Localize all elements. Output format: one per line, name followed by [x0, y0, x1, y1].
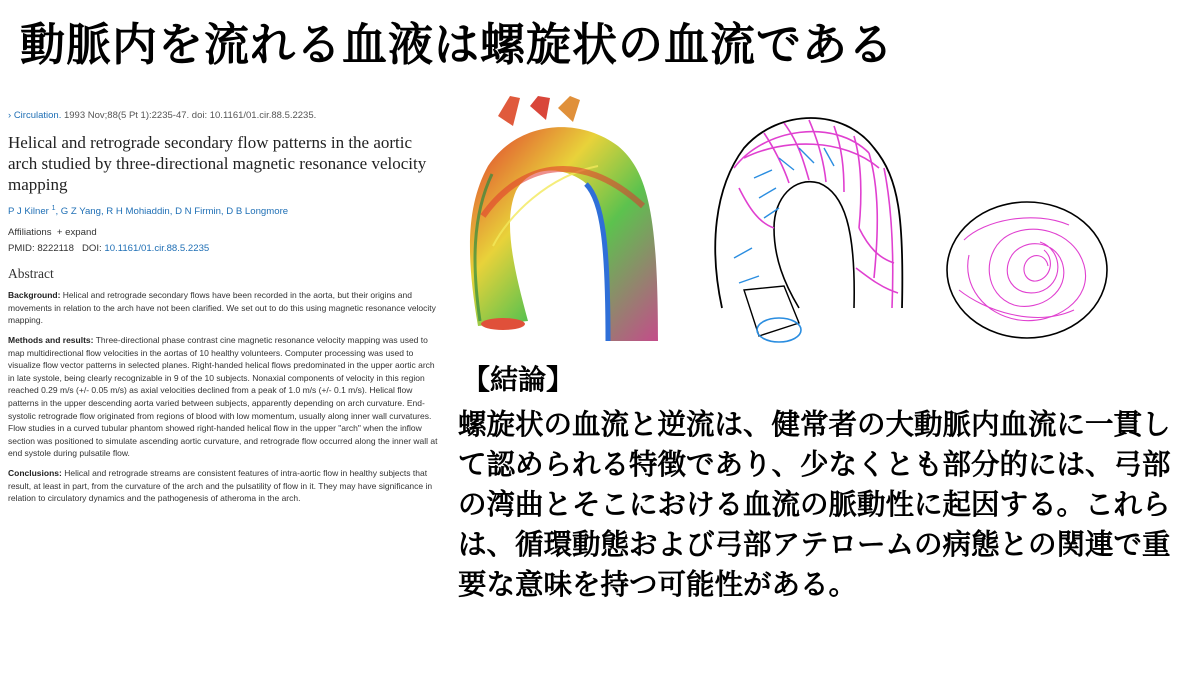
paper-title: Helical and retrograde secondary flow patterns in the aortic arch studied by three-directional magnetic resonance velocity mapping	[8, 133, 427, 194]
abstract-heading: Abstract	[8, 266, 54, 282]
citation-text: 1993 Nov;88(5 Pt 1):2235-47. doi: 10.1161/01.cir.88.5.2235.	[63, 110, 317, 121]
journal-citation	[8, 110, 440, 121]
doi-link[interactable]: 10.1161/01.cir.88.5.2235	[104, 243, 210, 255]
aortic-flow-color-map	[458, 96, 668, 341]
aortic-arch-helix-diagram	[704, 108, 924, 350]
affiliations-label: Affiliations	[8, 227, 52, 239]
abstract-methods: Methods and results: Three-directional phase contrast cine magnetic resonance velocity mapping was used to map multidirectional flow velocities in the aortas of 10 healthy volunteers. Computer processing was used to visualize flow vector patterns in selected planes. Right-handed helical flows predominated in the upper aortic arch in late systole, being clearly recognizable in 9 of the 10 subjects. Nonaxial components of velocity in this region reached 0.29 m/s (+/- 0.05 m/s) as axial velocities declined from a peak of 1.0 m/s (+/- 0.1 m/s). Helical flow patterns in the upper descending aorta varied between subjects, apparently depending on arch curvature. End-systolic retrograde flow originated from regions of blood with low momentum, usually along inner wall curvatures. Flow studies in a curved tubular phantom showed right-handed helical flow in the upper "arch" when the inflow section was positioned to simulate ascending aortic curvature, and retrograde flow occurred along the inner wall at end systole during pulsatile flow.	[8, 334, 438, 459]
slide-title: 動脈内を流れる血液は螺旋状の血流である	[20, 18, 895, 71]
journal-link[interactable]: › Circulation.	[8, 110, 62, 121]
paper-abstract-panel	[8, 110, 440, 505]
cross-section-spiral-diagram	[944, 200, 1110, 340]
paper-meta	[8, 225, 440, 257]
pmid-label: PMID: 8222118	[8, 243, 74, 255]
abstract-background: Background: Helical and retrograde secondary flows have been recorded in the aorta, but their origins and movements in relation to the arch have not been clarified. We set out to do this using magnetic resonance velocity mapping.	[8, 290, 436, 326]
conclusion-text: 螺旋状の血流と逆流は、健常者の大動脈内血流に一貫して認められる特徴であり、少なくとも部分的には、弓部の湾曲とそこにおける血流の脈動性に起因する。これらは、循環動態および弓部アテロームの病態との関連で重要な意味を持つ可能性がある。	[458, 407, 1171, 601]
author-list[interactable]: P J Kilner $^1$, G Z Yang, R H Mohiaddin, D N Firmin, D B Longmore	[8, 205, 289, 218]
conclusion-section	[458, 362, 1196, 604]
conclusion-heading: 【結論】	[462, 363, 575, 396]
expand-button[interactable]: + expand	[56, 227, 97, 239]
doi-label: DOI:	[81, 243, 102, 255]
abstract-conclusions: Conclusions: Helical and retrograde streams are consistent features of intra-aortic flow in healthy subjects that result, at least in part, from the curvature of the arch and the pulsatility of flow in it. They may have significance in relation to circulatory dynamics and the pathogenesis of atheroma in the arch.	[8, 467, 433, 504]
